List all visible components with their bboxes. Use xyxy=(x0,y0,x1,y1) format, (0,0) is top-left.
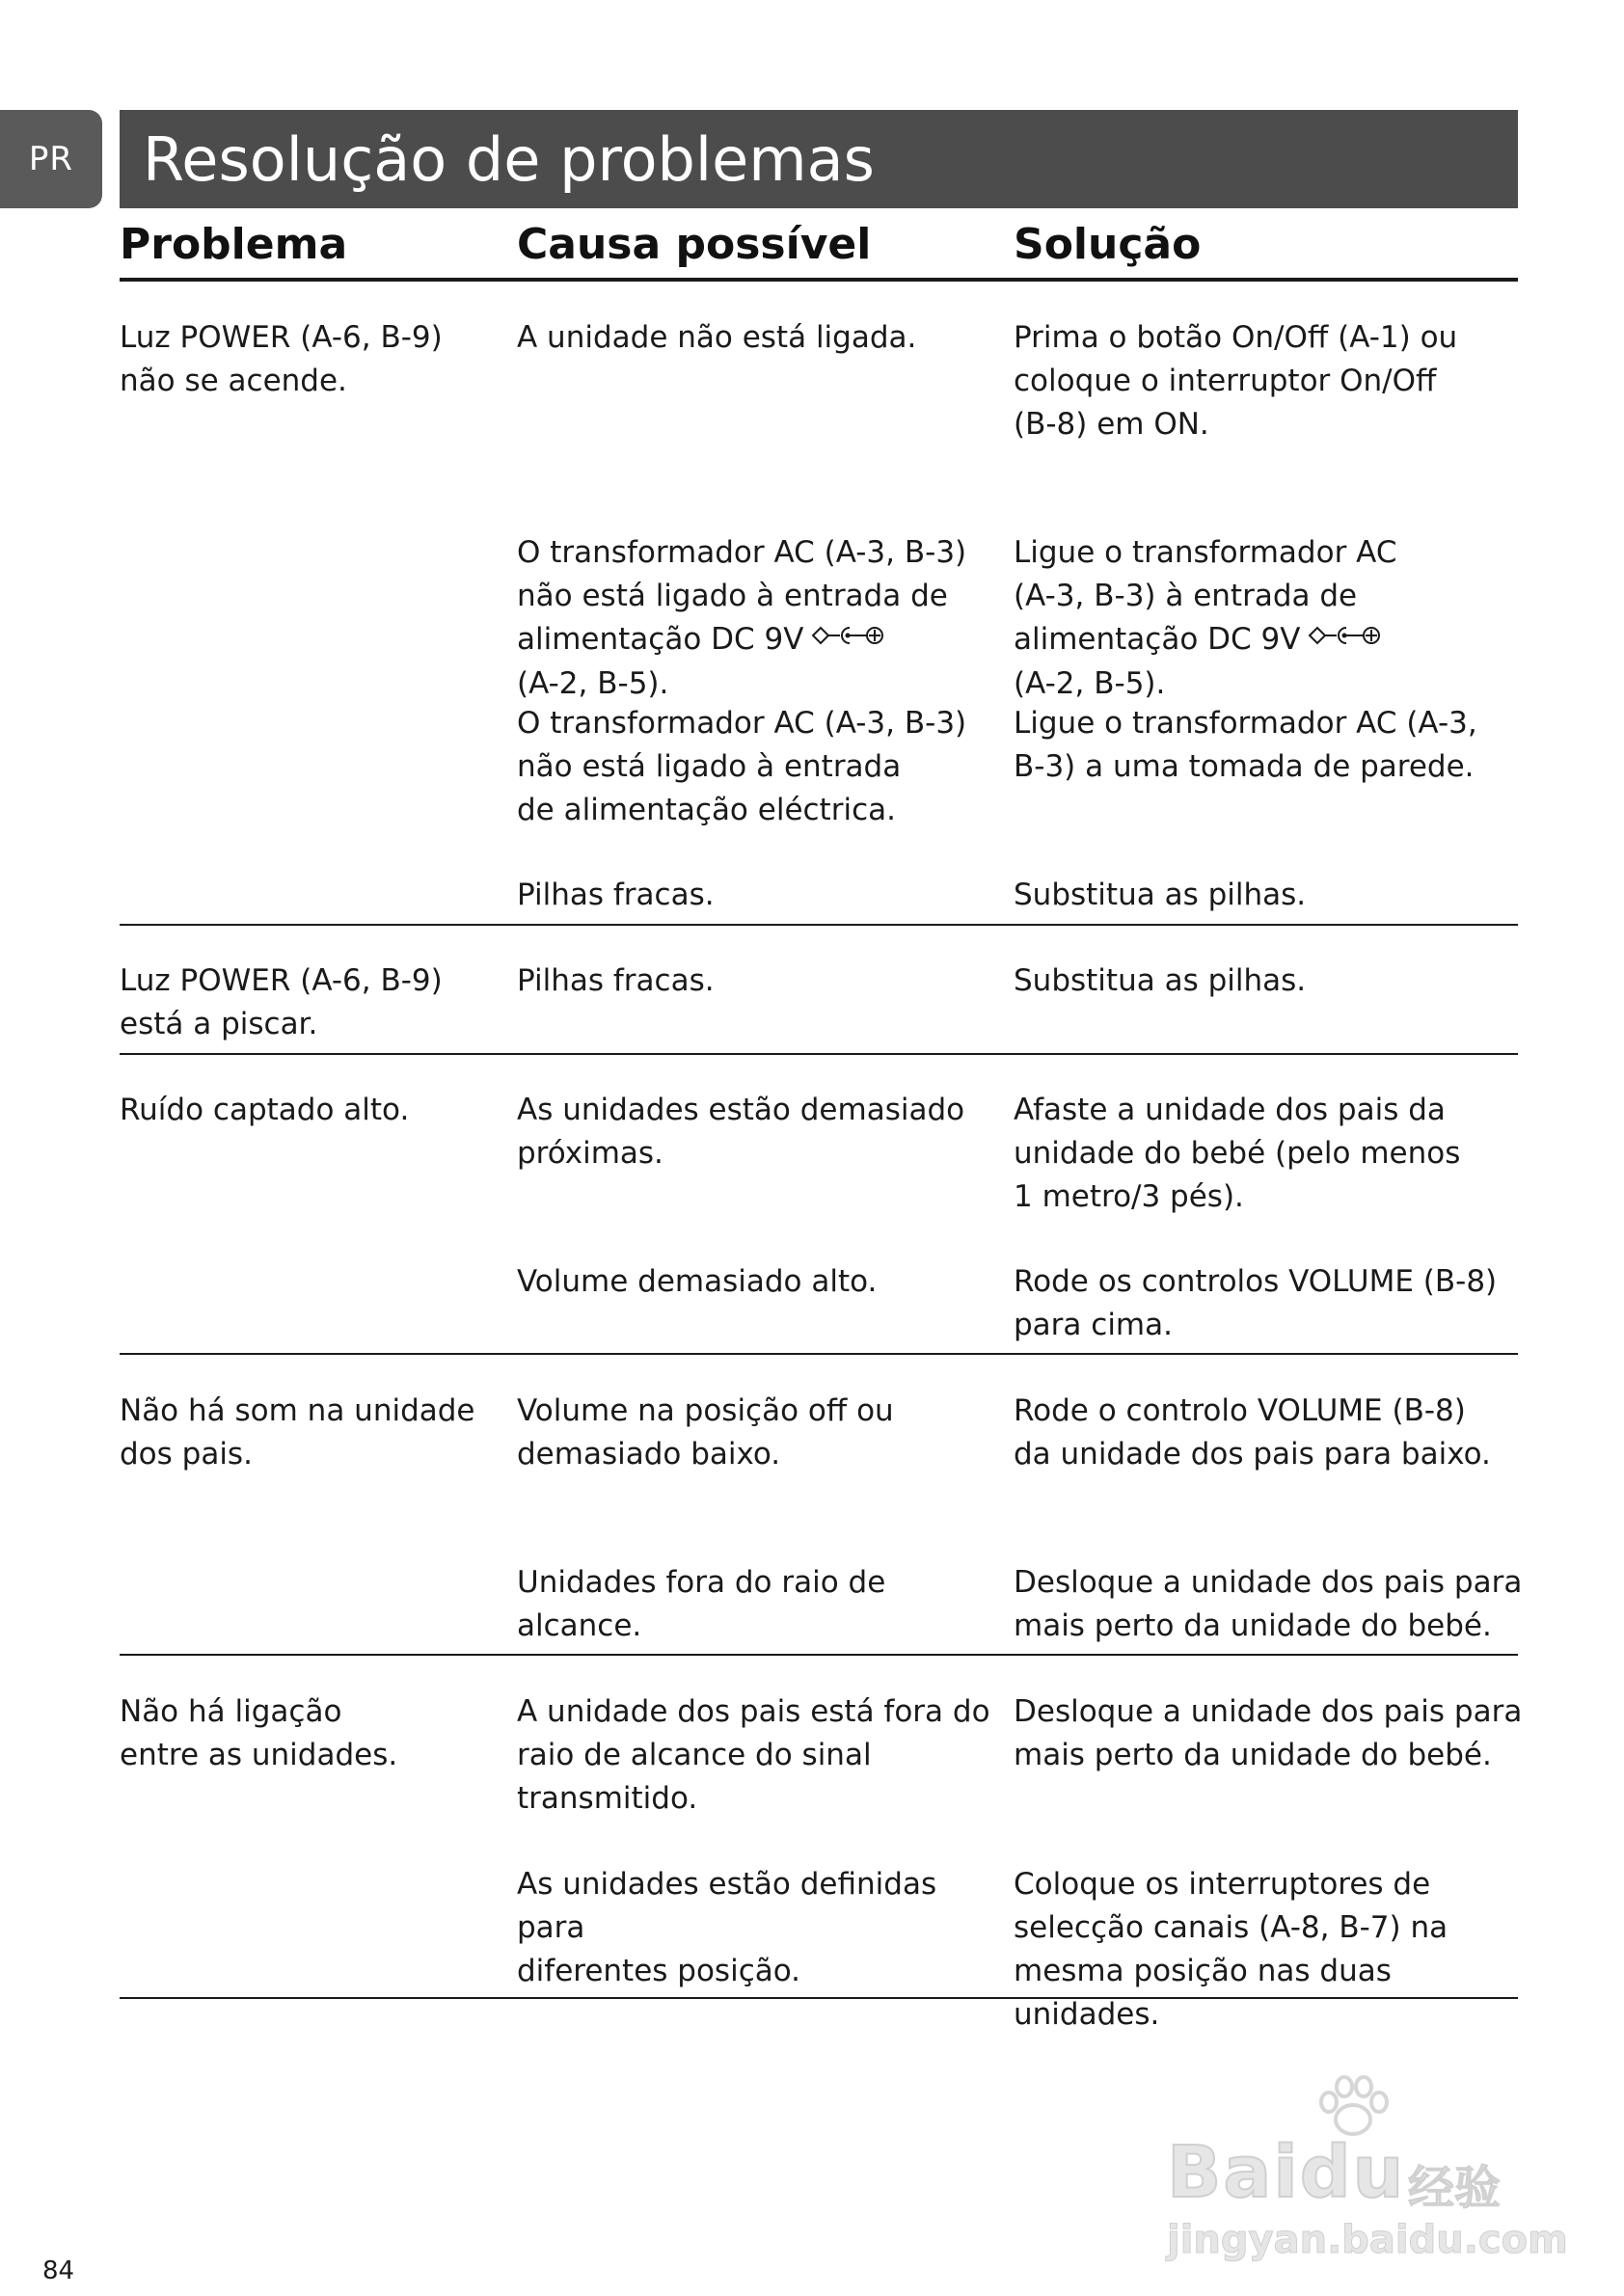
page-title: Resolução de problemas xyxy=(120,110,1518,208)
column-header-problem: Problema xyxy=(120,220,348,269)
watermark-url: jingyan.baidu.com xyxy=(1167,2218,1568,2262)
watermark-brand: Baidu xyxy=(1167,2131,1406,2214)
row-divider xyxy=(120,924,1518,926)
solution-text: Ligue o transformador AC (A-3, B-3) à entrada de alimentação DC 9V xyxy=(1014,535,1397,657)
solution-cell: Prima o botão On/Off (A-1) ou coloque o interruptor On/Off (B-8) em ON. xyxy=(1014,320,1458,442)
language-tab: PR xyxy=(0,110,102,208)
cause-text: O transformador AC (A-3, B-3) não está ligado à entrada de alimentação DC 9V xyxy=(517,535,967,657)
solution-cell: Desloque a unidade dos pais para mais perto da unidade do bebé. xyxy=(1014,1694,1523,1772)
cause-cell: Unidades fora do raio de alcance. xyxy=(517,1565,886,1643)
problem-cell: Luz POWER (A-6, B-9) está a piscar. xyxy=(120,963,443,1041)
solution-text: (A-2, B-5). xyxy=(1014,666,1166,701)
cause-cell: A unidade não está ligada. xyxy=(517,320,917,355)
cause-cell: As unidades estão demasiado próximas. xyxy=(517,1093,965,1171)
solution-cell: Substitua as pilhas. xyxy=(1014,963,1307,998)
solution-cell: Ligue o transformador AC (A-3, B-3) a uma tomada de parede. xyxy=(1014,706,1477,784)
cause-cell: O transformador AC (A-3, B-3) não está ligado à entrada de alimentação eléctrica. xyxy=(517,706,967,827)
cause-cell: Pilhas fracas. xyxy=(517,963,715,998)
solution-cell: Afaste a unidade dos pais da unidade do bebé (pelo menos 1 metro/3 pés). xyxy=(1014,1093,1461,1214)
solution-cell: Desloque a unidade dos pais para mais perto da unidade do bebé. xyxy=(1014,1565,1523,1643)
problem-cell: Ruído captado alto. xyxy=(120,1093,410,1127)
problem-cell: Não há ligação entre as unidades. xyxy=(120,1694,398,1772)
baidu-watermark xyxy=(1167,2073,1568,2276)
column-header-solution: Solução xyxy=(1014,220,1202,269)
watermark-subtitle: 经验 xyxy=(1408,2161,1502,2215)
solution-cell xyxy=(1014,488,1525,706)
cause-cell xyxy=(517,488,1009,706)
row-divider xyxy=(120,1997,1518,1999)
column-header-cause: Causa possível xyxy=(517,220,872,269)
table-header xyxy=(120,220,1518,282)
solution-cell: Rode os controlos VOLUME (B-8) para cima. xyxy=(1014,1264,1498,1342)
page-number: 84 xyxy=(42,2256,75,2285)
row-divider xyxy=(120,1053,1518,1055)
cause-cell: Pilhas fracas. xyxy=(517,878,715,912)
solution-cell: Substitua as pilhas. xyxy=(1014,878,1307,912)
dc-polarity-icon xyxy=(811,619,884,662)
problem-cell: Não há som na unidade dos pais. xyxy=(120,1393,475,1472)
cause-cell: Volume na posição off ou demasiado baixo. xyxy=(517,1393,894,1472)
solution-cell: Rode o controlo VOLUME (B-8) da unidade dos pais para baixo. xyxy=(1014,1393,1491,1472)
dc-polarity-icon xyxy=(1308,619,1381,662)
row-divider xyxy=(120,1654,1518,1656)
cause-cell: Volume demasiado alto. xyxy=(517,1264,878,1299)
cause-cell: A unidade dos pais está fora do raio de alcance do sinal transmitido. xyxy=(517,1694,990,1816)
cause-text: (A-2, B-5). xyxy=(517,666,669,701)
row-divider xyxy=(120,1353,1518,1355)
solution-cell: Coloque os interruptores de selecção canais (A-8, B-7) na mesma posição nas duas unidades. xyxy=(1014,1867,1448,2032)
problem-cell: Luz POWER (A-6, B-9) não se acende. xyxy=(120,320,443,398)
cause-cell: As unidades estão definidas para diferentes posição. xyxy=(517,1867,937,1988)
